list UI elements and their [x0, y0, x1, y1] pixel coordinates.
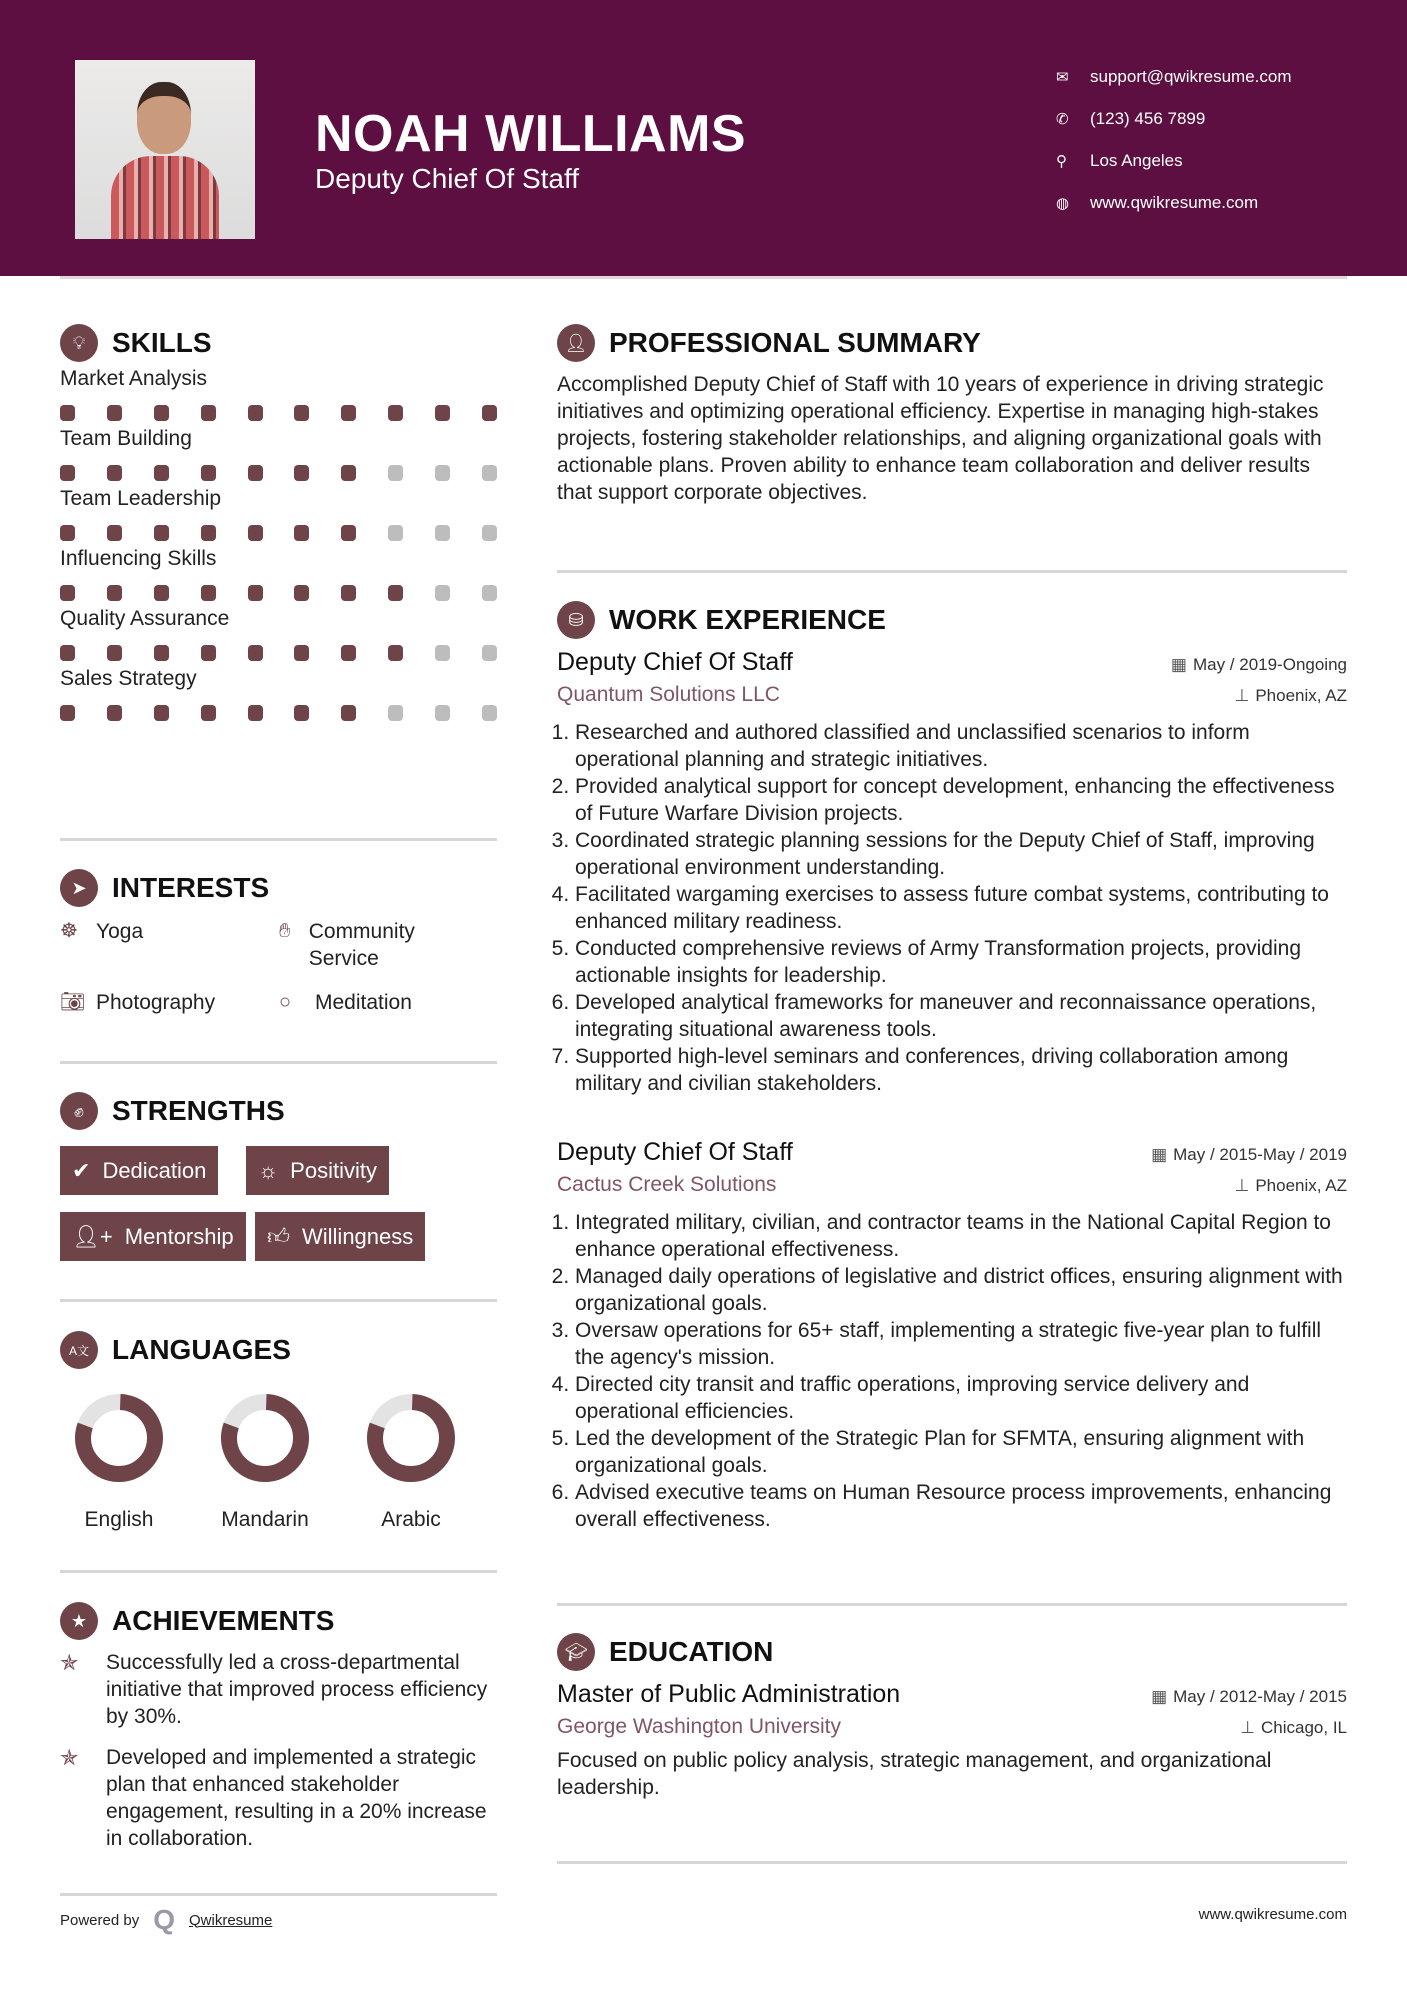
job-bullet: 3. Coordinated strategic planning sessions for the Deputy Chief of Staff, improving operational environment understanding. [575, 827, 1347, 881]
rating-dot-empty [482, 585, 497, 601]
skill-rating [60, 525, 497, 541]
language-item [59, 1392, 179, 1532]
hand-icon: ✋︎ [279, 920, 291, 942]
phone-icon: ✆ [1056, 111, 1069, 128]
rating-dot-filled [60, 705, 75, 721]
skill-item [60, 367, 497, 421]
rating-dot-filled [60, 405, 75, 421]
calendar-icon: ▦ [1170, 655, 1187, 674]
rating-dot-empty [435, 585, 450, 601]
divider [60, 1299, 497, 1302]
paper-plane-icon: ➤ [60, 869, 98, 907]
job-bullet: 4. Facilitated wargaming exercises to assess future combat systems, contributing to enhanced military readiness. [575, 881, 1347, 935]
pin-icon: ⊥ [1234, 686, 1250, 705]
check-circle-icon: ✔ [72, 1157, 91, 1183]
work-section [557, 600, 1347, 640]
yoga-icon: ☸ [60, 920, 78, 942]
fist-icon: ✊︎ [60, 1092, 98, 1130]
education-description: Focused on public policy analysis, strategic management, and organizational leadership. [557, 1749, 1272, 1799]
rating-dot-filled [107, 585, 122, 601]
translate-icon: A文 [60, 1331, 98, 1369]
rating-dot-filled [435, 405, 450, 421]
skill-rating [60, 405, 497, 421]
skill-rating [60, 585, 497, 601]
job-bullet: 3. Oversaw operations for 65+ staff, implementing a strategic five-year plan to fulfill the agency's mission. [575, 1317, 1347, 1371]
briefcase-icon: ⛁ [557, 601, 595, 639]
rating-dot-filled [107, 405, 122, 421]
rating-dot-empty [435, 705, 450, 721]
job-title: Deputy Chief Of Staff [557, 1138, 793, 1166]
rating-dot-filled [60, 585, 75, 601]
rating-dot-filled [341, 585, 356, 601]
job-location: Phoenix, AZ [1255, 1176, 1347, 1195]
job-bullets [575, 1209, 1347, 1533]
job-bullet: 4. Directed city transit and traffic operations, improving service delivery and operational efficiencies. [575, 1371, 1347, 1425]
rating-dot-filled [154, 705, 169, 721]
language-item [205, 1392, 325, 1532]
rating-dot-empty [388, 525, 403, 541]
interest-item: ○ Meditation [279, 991, 412, 1014]
rating-dot-filled [248, 705, 263, 721]
skill-rating [60, 705, 497, 721]
achievement-item: ✯ Successfully led a cross-departmental initiative that improved process efficiency by 30%. [60, 1650, 488, 1728]
skill-name: Quality Assurance [60, 607, 230, 630]
rating-dot-filled [248, 525, 263, 541]
strength-tag: ☼ Positivity [246, 1146, 389, 1195]
degree: Master of Public Administration [557, 1680, 901, 1708]
rating-dot-filled [201, 525, 216, 541]
achievements-section [60, 1601, 497, 1641]
rating-dot-empty [435, 525, 450, 541]
contact-list [1056, 56, 1292, 224]
skill-name: Team Leadership [60, 487, 222, 510]
rating-dot-filled [294, 525, 309, 541]
interest-item: ✋︎ Community Service [279, 920, 415, 970]
rating-dot-filled [107, 465, 122, 481]
header-divider [60, 276, 1347, 279]
skill-item [60, 487, 497, 541]
rating-dot-filled [248, 405, 263, 421]
section-heading: STRENGTHS [112, 1095, 285, 1126]
education-date: May / 2012-May / 2015 [1173, 1687, 1347, 1706]
job-bullet: 6. Developed analytical frameworks for maneuver and reconnaissance operations, integrating situational awareness tools. [575, 989, 1347, 1043]
rating-dot-filled [341, 465, 356, 481]
strength-tag: 👍︎ Willingness [255, 1212, 425, 1261]
rating-dot-filled [294, 585, 309, 601]
job-bullet: 5. Conducted comprehensive reviews of Army Transformation projects, providing actionable insights for leadership. [575, 935, 1347, 989]
star-icon: ✯ [60, 1650, 79, 1675]
summary-section [557, 323, 1347, 506]
rating-dot-filled [482, 405, 497, 421]
education-location: Chicago, IL [1261, 1718, 1347, 1737]
language-name: Arabic [381, 1508, 441, 1531]
rating-dot-filled [341, 525, 356, 541]
language-donut [59, 1392, 179, 1488]
job-bullet: 6. Advised executive teams on Human Resource process improvements, enhancing overall effectiveness. [575, 1479, 1347, 1533]
interests-section [60, 868, 497, 908]
sun-icon: ☼ [258, 1157, 279, 1183]
rating-dot-empty [482, 465, 497, 481]
section-heading: SKILLS [112, 327, 212, 358]
education-section [557, 1632, 1347, 1801]
profile-photo [75, 60, 255, 239]
rating-dot-filled [107, 525, 122, 541]
user-icon: 👤︎ [557, 324, 595, 362]
rating-dot-filled [60, 525, 75, 541]
job-location: Phoenix, AZ [1255, 686, 1347, 705]
user-plus-icon: 👤︎+ [72, 1223, 113, 1249]
job-entry [557, 1138, 1347, 1533]
rating-dot-filled [341, 405, 356, 421]
envelope-icon: ✉ [1056, 69, 1069, 86]
rating-dot-filled [388, 585, 403, 601]
rating-dot-filled [154, 405, 169, 421]
rating-dot-filled [248, 585, 263, 601]
job-date: May / 2015-May / 2019 [1173, 1145, 1347, 1164]
map-pin-icon: ⚲ [1056, 153, 1067, 170]
strength-tag: ✔ Dedication [60, 1146, 218, 1195]
skill-rating [60, 465, 497, 481]
contact-location: ⚲ Los Angeles [1056, 151, 1183, 170]
rating-dot-filled [60, 465, 75, 481]
footer-website[interactable]: www.qwikresume.com [1198, 1906, 1347, 1923]
rating-dot-empty [435, 645, 450, 661]
divider [557, 1603, 1347, 1606]
divider [60, 1061, 497, 1064]
interest-item: 📷︎ Photography [60, 991, 216, 1014]
rating-dot-filled [201, 405, 216, 421]
pin-icon: ⊥ [1234, 1176, 1250, 1195]
calendar-icon: ▦ [1151, 1145, 1168, 1164]
rating-dot-filled [388, 405, 403, 421]
skill-item [60, 427, 497, 481]
calendar-icon: ▦ [1151, 1687, 1168, 1706]
job-bullet: 5. Led the development of the Strategic Plan for SFMTA, ensuring alignment with organizational goals. [575, 1425, 1347, 1479]
company-name: Cactus Creek Solutions [557, 1173, 777, 1196]
globe-icon: ◍ [1056, 195, 1070, 212]
section-heading: PROFESSIONAL SUMMARY [609, 327, 981, 358]
camera-icon: 📷︎ [60, 991, 86, 1013]
skill-item [60, 607, 497, 661]
contact-website[interactable]: ◍ www.qwikresume.com [1056, 193, 1259, 212]
language-donut [351, 1392, 471, 1488]
job-bullet: 1. Integrated military, civilian, and contractor teams in the National Capital Region to enhance operational effectiveness. [575, 1209, 1347, 1263]
rating-dot-filled [248, 465, 263, 481]
school: George Washington University [557, 1715, 842, 1738]
skill-name: Sales Strategy [60, 667, 197, 690]
rating-dot-filled [341, 645, 356, 661]
rating-dot-filled [294, 405, 309, 421]
rating-dot-filled [294, 705, 309, 721]
divider [60, 1570, 497, 1573]
rating-dot-empty [388, 705, 403, 721]
thumbs-up-icon: 👍︎ [267, 1224, 290, 1249]
circle-icon: ○ [279, 991, 292, 1013]
skill-name: Influencing Skills [60, 547, 217, 570]
rating-dot-filled [201, 645, 216, 661]
rating-dot-filled [60, 645, 75, 661]
job-bullet: 7. Supported high-level seminars and conferences, driving collaboration among military and civilian stakeholders. [575, 1043, 1347, 1097]
section-heading: WORK EXPERIENCE [609, 604, 886, 635]
rating-dot-empty [435, 465, 450, 481]
skill-rating [60, 645, 497, 661]
job-bullets [575, 719, 1347, 1097]
pin-icon: ⊥ [1240, 1718, 1255, 1737]
qwikresume-logo-icon: Q [153, 1904, 175, 1935]
rating-dot-filled [201, 585, 216, 601]
candidate-name: NOAH WILLIAMS [315, 105, 747, 163]
rating-dot-filled [154, 585, 169, 601]
rating-dot-filled [154, 645, 169, 661]
company-name: Quantum Solutions LLC [557, 683, 780, 706]
job-entry [557, 648, 1347, 1097]
section-heading: ACHIEVEMENTS [112, 1605, 335, 1636]
job-bullet: 1. Researched and authored classified and unclassified scenarios to inform operational planning and strategic initiatives. [575, 719, 1347, 773]
graduation-cap-icon: 🎓︎ [557, 1633, 595, 1671]
skill-name: Team Building [60, 427, 192, 450]
skill-name: Market Analysis [60, 367, 208, 390]
language-name: Mandarin [221, 1508, 309, 1531]
rating-dot-filled [294, 645, 309, 661]
rating-dot-filled [201, 465, 216, 481]
section-heading: INTERESTS [112, 872, 270, 903]
candidate-title: Deputy Chief Of Staff [315, 163, 580, 194]
rating-dot-filled [294, 465, 309, 481]
rating-dot-empty [388, 465, 403, 481]
job-bullet: 2. Provided analytical support for concept development, enhancing the effectiveness of Future Warfare Division projects. [575, 773, 1347, 827]
job-date: May / 2019-Ongoing [1192, 655, 1347, 674]
skill-item [60, 547, 497, 601]
achievement-item: ✯ Developed and implemented a strategic plan that enhanced stakeholder engagement, resulting in a 20% increase in collaboration. [60, 1745, 487, 1850]
section-heading: EDUCATION [609, 1636, 774, 1667]
rating-dot-filled [107, 705, 122, 721]
contact-email[interactable]: ✉ support@qwikresume.com [1056, 67, 1292, 86]
skills-section [60, 323, 497, 721]
interest-item: ☸ Yoga [60, 920, 144, 943]
job-title: Deputy Chief Of Staff [557, 648, 793, 676]
job-bullet: 2. Managed daily operations of legislative and district offices, ensuring alignment with organizational goals. [575, 1263, 1347, 1317]
rating-dot-filled [388, 645, 403, 661]
summary-text: Accomplished Deputy Chief of Staff with 10 years of experience in driving strategic initiatives and optimizing operational efficiency. Expertise in managing high-stakes projects, fostering stakeholder relationships, and aligning organizational goals with actionable plans. Proven ability to enhance team collaboration and deliver results that support corporate objectives. [557, 373, 1324, 504]
language-name: English [84, 1508, 154, 1531]
divider [557, 570, 1347, 573]
strength-tag: 👤︎+ Mentorship [60, 1212, 246, 1261]
languages-section [60, 1330, 497, 1370]
section-heading: LANGUAGES [112, 1334, 291, 1365]
rating-dot-empty [482, 705, 497, 721]
rating-dot-filled [248, 645, 263, 661]
language-item [351, 1392, 471, 1532]
divider [60, 838, 497, 841]
star-badge-icon: ★ [60, 1602, 98, 1640]
divider [60, 1893, 497, 1896]
rating-dot-empty [482, 525, 497, 541]
skill-item [60, 667, 497, 721]
qwikresume-link[interactable]: Qwikresume [189, 1911, 273, 1929]
strengths-section [60, 1091, 497, 1131]
rating-dot-filled [107, 645, 122, 661]
powered-by: Powered by Q Qwikresume [60, 1904, 273, 1935]
star-icon: ✯ [60, 1745, 79, 1770]
rating-dot-filled [341, 705, 356, 721]
language-donut [205, 1392, 325, 1488]
rating-dot-empty [482, 645, 497, 661]
divider [557, 1861, 1347, 1864]
contact-phone: ✆ (123) 456 7899 [1056, 109, 1206, 128]
rating-dot-filled [201, 705, 216, 721]
rating-dot-filled [154, 525, 169, 541]
lightbulb-icon: 💡︎ [60, 324, 98, 362]
rating-dot-filled [154, 465, 169, 481]
